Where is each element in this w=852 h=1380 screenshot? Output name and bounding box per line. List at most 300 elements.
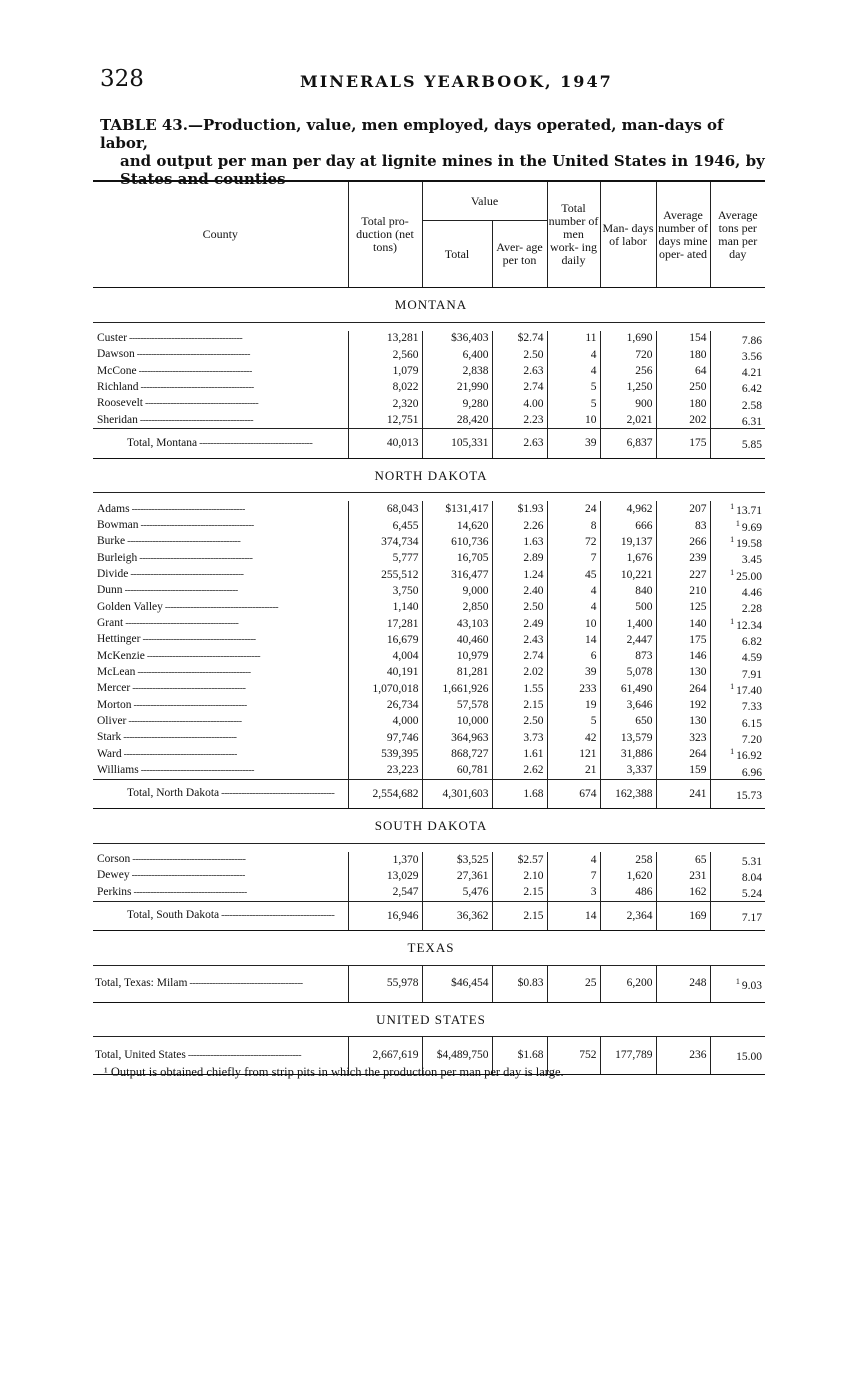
cell-value: 40,460: [456, 633, 489, 646]
county-cell: Total, United States ----------------------------------------: [93, 1037, 348, 1074]
cell-value: 650: [635, 715, 653, 728]
cell-value: 28,420: [456, 414, 489, 427]
cell-mandays: [600, 363, 656, 379]
cell-value: 14,620: [456, 519, 489, 532]
cell-men: [547, 868, 600, 884]
cell-production: [348, 347, 422, 363]
cell-value: 25.00: [736, 570, 762, 583]
cell-production: [348, 697, 422, 713]
county-label: Total, South Dakota: [127, 909, 220, 922]
cell-mandays: [600, 852, 656, 868]
cell-tons: [710, 1037, 765, 1074]
page-number: 328: [100, 66, 144, 92]
cell-value: 255,512: [381, 568, 419, 581]
county-label: Hettinger: [97, 633, 141, 646]
cell-value-avg: [492, 363, 547, 379]
cell-production: [348, 746, 422, 762]
cell-tons: [710, 746, 765, 762]
county-label: McCone: [97, 364, 137, 377]
county-label: Perkins: [97, 885, 132, 898]
cell-value-total: [422, 852, 492, 868]
total-row: [93, 965, 765, 1002]
county-cell: Burke ----------------------------------------: [97, 535, 241, 548]
cell-value: 364,963: [451, 731, 489, 744]
county-cell: McKenzie ----------------------------------------: [97, 649, 261, 662]
cell-value: $46,454: [451, 977, 489, 990]
cell-value: 231: [689, 869, 707, 882]
cell-value-avg: [492, 852, 547, 868]
cell-mandays: [600, 632, 656, 648]
cell-value: 12.34: [736, 619, 762, 632]
cell-value: 2,547: [392, 886, 419, 899]
cell-value: 258: [635, 853, 653, 866]
header-value-avg: Aver- age per ton: [492, 221, 547, 288]
state-header: [93, 931, 765, 966]
cell-value-total: [422, 347, 492, 363]
cell-days: [656, 714, 710, 730]
cell-value: 5,777: [392, 552, 419, 565]
table-row: [93, 501, 765, 517]
cell-value: 227: [689, 568, 707, 581]
cell-production: [348, 379, 422, 395]
cell-men: [547, 501, 600, 517]
cell-value: 3,750: [392, 584, 419, 597]
cell-value: 45: [585, 568, 597, 581]
cell-value: 250: [689, 381, 707, 394]
cell-value: 2,021: [626, 414, 653, 427]
cell-value: 146: [689, 650, 707, 663]
cell-value: 1,620: [626, 869, 653, 882]
cell-value: 1,676: [626, 552, 653, 565]
cell-value-total: [422, 567, 492, 583]
cell-value-avg: [492, 632, 547, 648]
cell-value-total: [422, 429, 492, 458]
cell-mandays: [600, 665, 656, 681]
footnote-ref: 1: [730, 616, 735, 626]
state-header: [93, 809, 765, 844]
cell-mandays: [600, 412, 656, 429]
cell-men: [547, 763, 600, 780]
lignite-table: [93, 180, 765, 1075]
county-label: Golden Valley: [97, 600, 163, 613]
cell-production: [348, 648, 422, 664]
cell-value-avg: [492, 779, 547, 808]
cell-value: 130: [689, 715, 707, 728]
county-label: Stark: [97, 731, 122, 744]
cell-mandays: [600, 550, 656, 566]
county-label: Grant: [97, 617, 124, 629]
cell-tons: [710, 501, 765, 517]
cell-days: [656, 1037, 710, 1074]
cell-value-total: [422, 616, 492, 632]
header-value: Value: [422, 181, 547, 221]
cell-value-avg: [492, 534, 547, 550]
cell-mandays: [600, 779, 656, 808]
county-label: Morton: [97, 698, 132, 711]
cell-value: 154: [689, 332, 707, 345]
cell-value: 323: [689, 731, 707, 744]
cell-mandays: [600, 616, 656, 632]
cell-men: [547, 347, 600, 363]
cell-value: 2.63: [523, 437, 544, 450]
cell-value: 539,395: [381, 748, 419, 761]
cell-value: 12,751: [386, 414, 419, 427]
cell-value: 868,727: [451, 748, 489, 761]
county-label: Total, Texas: Milam: [95, 976, 188, 989]
cell-men: [547, 583, 600, 599]
state-name: MONTANA: [93, 288, 765, 323]
cell-value: 207: [689, 503, 707, 516]
cell-value: 1,079: [392, 365, 419, 378]
cell-value: 19: [585, 699, 597, 712]
cell-value-avg: [492, 730, 547, 746]
cell-value: 13.71: [736, 505, 762, 518]
cell-value: 666: [635, 519, 653, 532]
county-cell: Total, North Dakota ----------------------------------------: [93, 779, 348, 808]
table-row: [93, 331, 765, 347]
cell-value: 13,029: [386, 869, 419, 882]
table-row: [93, 518, 765, 534]
cell-value: 180: [689, 397, 707, 410]
cell-mandays: [600, 697, 656, 713]
cell-value: 236: [689, 1049, 707, 1062]
cell-value: 2.58: [741, 399, 762, 412]
cell-days: [656, 583, 710, 599]
cell-value: 8,022: [392, 381, 419, 394]
cell-days: [656, 665, 710, 681]
cell-value: 3.56: [741, 350, 762, 363]
header-men: Total number of men work- ing daily: [547, 181, 600, 288]
county-label: Dunn: [97, 584, 123, 597]
table-row: [93, 412, 765, 429]
cell-production: [348, 331, 422, 347]
header-tons: Average tons per man per day: [710, 181, 765, 288]
cell-value: 4: [590, 348, 597, 361]
cell-value: 9,000: [462, 584, 489, 597]
cell-value: 500: [635, 601, 653, 614]
cell-value: 6.42: [741, 383, 762, 396]
cell-tons: [710, 429, 765, 458]
cell-value: $2.74: [517, 332, 544, 345]
cell-value-total: [422, 550, 492, 566]
county-label: Total, Montana: [127, 436, 198, 449]
cell-value: 2.43: [523, 633, 544, 646]
cell-mandays: [600, 884, 656, 901]
county-label: Richland: [97, 380, 139, 393]
cell-production: [348, 396, 422, 412]
cell-tons: [710, 518, 765, 534]
cell-value: 2,447: [626, 633, 653, 646]
table-row: [93, 697, 765, 713]
cell-days: [656, 730, 710, 746]
table-row: [93, 763, 765, 780]
cell-value: 1,690: [626, 332, 653, 345]
county-cell: Burleigh ----------------------------------------: [97, 551, 253, 564]
footnote: ¹ Output is obtained chiefly from strip pits in which the production per man per day is large.: [104, 1065, 564, 1079]
cell-value: 31,886: [620, 748, 653, 761]
county-label: McLean: [97, 665, 136, 678]
cell-men: [547, 746, 600, 762]
cell-mandays: [600, 567, 656, 583]
cell-production: [348, 550, 422, 566]
cell-tons: [710, 550, 765, 566]
cell-value: 36,362: [456, 909, 489, 922]
footnote-ref: 1: [730, 502, 735, 512]
cell-value: 1,140: [392, 601, 419, 614]
cell-tons: [710, 331, 765, 347]
cell-value: 2.28: [741, 603, 762, 616]
county-label: Sheridan: [97, 413, 138, 426]
cell-value: 7: [590, 552, 597, 565]
county-cell: Custer ----------------------------------------: [97, 331, 243, 344]
cell-value: 8: [590, 519, 597, 532]
cell-value-total: [422, 648, 492, 664]
county-cell: McCone ----------------------------------------: [97, 364, 252, 377]
cell-men: [547, 616, 600, 632]
cell-mandays: [600, 746, 656, 762]
county-label: McKenzie: [97, 649, 145, 662]
cell-value: 1,070,018: [372, 682, 419, 695]
cell-value: 177,789: [615, 1049, 653, 1062]
cell-value: 81,281: [456, 666, 489, 679]
cell-men: [547, 665, 600, 681]
cell-value: 4.59: [741, 652, 762, 665]
cell-value: 1,250: [626, 381, 653, 394]
cell-value: 239: [689, 552, 707, 565]
cell-value-total: [422, 534, 492, 550]
cell-value-total: [422, 714, 492, 730]
cell-mandays: [600, 763, 656, 780]
cell-value: 14: [585, 909, 597, 922]
county-label: Ward: [97, 747, 122, 760]
cell-value: 4.46: [741, 586, 762, 599]
cell-days: [656, 429, 710, 458]
cell-tons: [710, 347, 765, 363]
cell-value: 25: [585, 977, 597, 990]
cell-men: [547, 852, 600, 868]
cell-value: 840: [635, 584, 653, 597]
cell-value: 8.04: [741, 871, 762, 884]
state-name: SOUTH DAKOTA: [93, 809, 765, 844]
cell-value: 6,837: [626, 437, 653, 450]
cell-men: [547, 714, 600, 730]
cell-value: 6.15: [741, 717, 762, 730]
county-label: Williams: [97, 763, 139, 776]
table-row: [93, 599, 765, 615]
cell-days: [656, 518, 710, 534]
cell-days: [656, 567, 710, 583]
cell-value: 6.96: [741, 766, 762, 779]
cell-value-avg: [492, 379, 547, 395]
cell-days: [656, 379, 710, 395]
cell-value: 105,331: [451, 437, 489, 450]
cell-value: 6,200: [626, 977, 653, 990]
table-row: [93, 347, 765, 363]
state-header: [93, 458, 765, 493]
county-cell: Dunn ----------------------------------------: [97, 584, 238, 597]
cell-value: $3,525: [456, 853, 489, 866]
cell-tons: [710, 779, 765, 808]
cell-days: [656, 412, 710, 429]
cell-value: 159: [689, 764, 707, 777]
cell-value: 1.68: [523, 787, 544, 800]
cell-value: 248: [689, 977, 707, 990]
cell-value: 2.62: [523, 764, 544, 777]
cell-value: 180: [689, 348, 707, 361]
cell-value: 27,361: [456, 869, 489, 882]
cell-value: 202: [689, 414, 707, 427]
footnote-ref: 1: [730, 747, 735, 757]
county-label: Bowman: [97, 519, 139, 532]
county-cell: Richland ----------------------------------------: [97, 380, 254, 393]
cell-days: [656, 501, 710, 517]
cell-value: 39: [585, 666, 597, 679]
cell-value: 264: [689, 682, 707, 695]
cell-mandays: [600, 965, 656, 1002]
cell-value: 2.74: [523, 650, 544, 663]
table-caption: [100, 116, 772, 188]
cell-value: 125: [689, 601, 707, 614]
cell-value-total: [422, 746, 492, 762]
cell-mandays: [600, 868, 656, 884]
cell-days: [656, 534, 710, 550]
cell-value: 97,746: [386, 731, 419, 744]
cell-value: $1.93: [517, 503, 544, 516]
county-label: Burke: [97, 535, 126, 548]
cell-days: [656, 868, 710, 884]
cell-value: 752: [579, 1049, 597, 1062]
cell-value: 9,280: [462, 397, 489, 410]
cell-mandays: [600, 583, 656, 599]
cell-production: [348, 965, 422, 1002]
cell-men: [547, 363, 600, 379]
cell-production: [348, 852, 422, 868]
cell-value: 6.82: [741, 635, 762, 648]
cell-value: 16,705: [456, 552, 489, 565]
cell-value: 5: [590, 397, 597, 410]
cell-men: [547, 901, 600, 930]
cell-value-total: [422, 518, 492, 534]
cell-value: 7.86: [741, 334, 762, 347]
total-row: [93, 779, 765, 808]
cell-value: 4.00: [523, 397, 544, 410]
cell-value: 15.73: [736, 789, 762, 802]
county-label: Corson: [97, 853, 131, 866]
cell-days: [656, 363, 710, 379]
table-row: [93, 681, 765, 697]
county-cell: Dewey ----------------------------------------: [97, 869, 245, 882]
cell-value: 162,388: [615, 787, 653, 800]
cell-men: [547, 429, 600, 458]
cell-production: [348, 583, 422, 599]
cell-value: 2.74: [523, 381, 544, 394]
cell-value: 83: [695, 519, 707, 532]
cell-value-total: [422, 599, 492, 615]
cell-value-total: [422, 884, 492, 901]
cell-value-total: [422, 697, 492, 713]
cell-mandays: [600, 396, 656, 412]
cell-value: 2.10: [523, 869, 544, 882]
cell-value-avg: [492, 396, 547, 412]
cell-value: 14: [585, 633, 597, 646]
cell-value: 720: [635, 348, 653, 361]
cell-value: 2,560: [392, 348, 419, 361]
cell-value: 175: [689, 633, 707, 646]
table-row: [93, 379, 765, 395]
cell-value-total: [422, 379, 492, 395]
cell-value: 610,736: [451, 535, 489, 548]
cell-value-avg: [492, 550, 547, 566]
footnote-ref: 1: [735, 976, 740, 986]
table-row: [93, 746, 765, 762]
cell-value-avg: [492, 616, 547, 632]
cell-mandays: [600, 681, 656, 697]
cell-value: 264: [689, 748, 707, 761]
cell-value-avg: [492, 901, 547, 930]
county-label: Mercer: [97, 682, 131, 695]
cell-value: 192: [689, 699, 707, 712]
cell-value: 9.69: [741, 521, 762, 534]
cell-value-avg: [492, 648, 547, 664]
cell-value-total: [422, 779, 492, 808]
cell-value-avg: [492, 501, 547, 517]
cell-value: 5,476: [462, 886, 489, 899]
cell-value: 6,455: [392, 519, 419, 532]
cell-value: 7.17: [741, 911, 762, 924]
table-row: [93, 567, 765, 583]
state-header: [93, 288, 765, 323]
cell-production: [348, 632, 422, 648]
cell-mandays: [600, 347, 656, 363]
cell-value: 2.15: [523, 699, 544, 712]
cell-value-total: [422, 331, 492, 347]
cell-tons: [710, 884, 765, 901]
state-name: NORTH DAKOTA: [93, 458, 765, 493]
county-cell: Roosevelt ----------------------------------------: [97, 397, 259, 410]
county-cell: Williams ----------------------------------------: [97, 763, 254, 776]
footnote-ref: 1: [730, 534, 735, 544]
cell-value: $1.68: [517, 1049, 544, 1062]
table-row: [93, 396, 765, 412]
cell-value: 140: [689, 617, 707, 630]
cell-mandays: [600, 599, 656, 615]
cell-value: 16,946: [386, 909, 419, 922]
county-cell: Divide ----------------------------------------: [97, 568, 244, 581]
cell-value-avg: [492, 884, 547, 901]
cell-value: 4,962: [626, 503, 653, 516]
county-cell: Dawson ----------------------------------------: [97, 348, 250, 361]
cell-value: 7: [590, 869, 597, 882]
cell-value: 13,579: [620, 731, 653, 744]
cell-men: [547, 730, 600, 746]
table-row: [93, 550, 765, 566]
cell-production: [348, 518, 422, 534]
cell-days: [656, 550, 710, 566]
county-label: Adams: [97, 502, 130, 515]
county-cell: Oliver ----------------------------------------: [97, 714, 242, 727]
cell-men: [547, 518, 600, 534]
cell-men: [547, 534, 600, 550]
cell-value: 3: [590, 886, 597, 899]
cell-days: [656, 779, 710, 808]
cell-value: 486: [635, 886, 653, 899]
footnote-ref: 1: [735, 518, 740, 528]
cell-value: 42: [585, 731, 597, 744]
county-label: Custer: [97, 331, 128, 344]
cell-value-total: [422, 730, 492, 746]
county-cell: Adams ----------------------------------------: [97, 502, 245, 515]
cell-mandays: [600, 501, 656, 517]
